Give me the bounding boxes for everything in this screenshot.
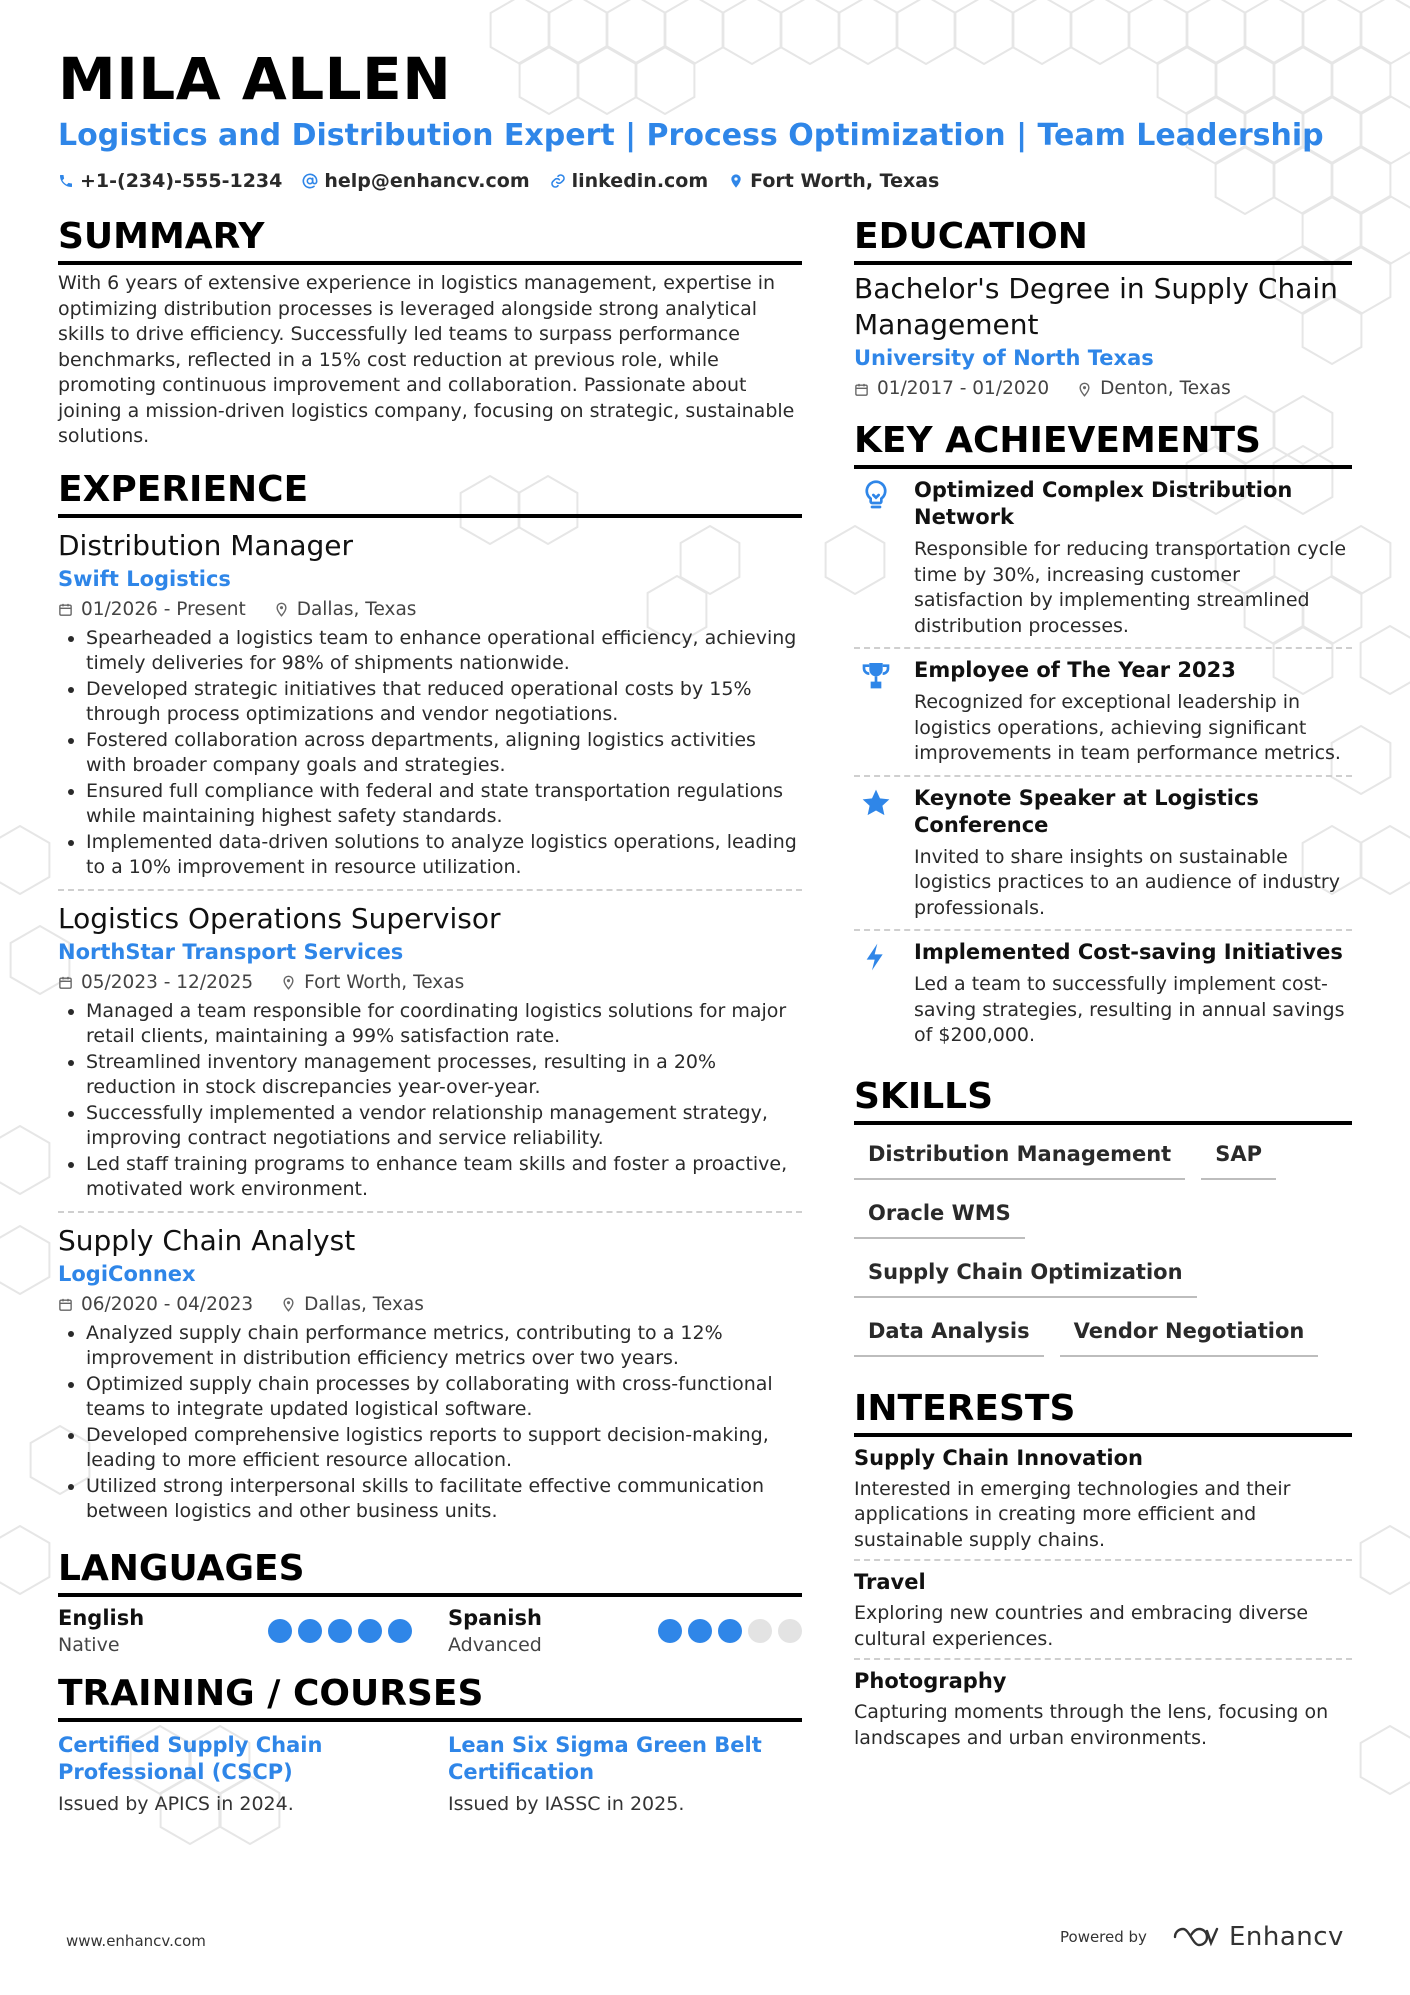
job-title: Distribution Manager — [58, 528, 353, 562]
company-name: Swift Logistics — [58, 566, 231, 591]
job-bullet: • Developed strategic initiatives that reduced operational costs by 15% through process optimizations and vendor negotiations. — [86, 677, 802, 728]
achievement-title: Employee of The Year 2023 — [914, 658, 1236, 682]
enhancv-logo[interactable] — [1173, 1922, 1344, 1952]
training-item — [448, 1732, 802, 1818]
contact-email[interactable] — [302, 168, 529, 194]
job-bullet: • Developed comprehensive logistics reports to support decision-making, leading to more efficient resource allocation. — [86, 1423, 802, 1474]
linkedin-text: linkedin.com — [571, 170, 709, 192]
summary-section — [58, 215, 802, 450]
map-pin-icon — [1077, 382, 1092, 397]
company-name: LogiConnex — [58, 1261, 196, 1286]
job-location — [281, 1291, 424, 1319]
job-title: Supply Chain Analyst — [58, 1223, 356, 1257]
rating-dot-filled — [688, 1619, 712, 1643]
job-meta — [58, 969, 802, 997]
language-rating — [268, 1619, 412, 1643]
achievements-heading: KEY ACHIEVEMENTS — [854, 419, 1352, 469]
interest-item — [854, 1561, 1352, 1660]
summary-heading: SUMMARY — [58, 215, 802, 265]
job-bullet: • Successfully implemented a vendor relationship management strategy, improving contract negotiations and service reliability. — [86, 1101, 802, 1152]
degree-title: Bachelor's Degree in Supply Chain Management — [854, 272, 1338, 341]
achievement-item — [854, 469, 1352, 649]
job-dates-text: 01/2026 - Present — [81, 598, 246, 620]
rating-dot-empty — [748, 1619, 772, 1643]
education-location — [1077, 375, 1231, 403]
education-meta — [854, 375, 1352, 403]
skill-tag: Data Analysis — [854, 1308, 1044, 1357]
footer-website[interactable]: www.enhancv.com — [66, 1932, 206, 1950]
experience-heading: EXPERIENCE — [58, 468, 802, 518]
interests-section — [854, 1387, 1352, 1758]
training-section — [58, 1672, 802, 1818]
education-dates — [854, 375, 1049, 403]
contact-location — [728, 168, 939, 194]
languages-list — [58, 1597, 802, 1658]
calendar-icon — [58, 1297, 73, 1312]
achievement-item — [854, 931, 1352, 1057]
email-text: help@enhancv.com — [324, 170, 530, 192]
language-item — [58, 1605, 412, 1658]
language-name: English — [58, 1605, 145, 1630]
location-text: Fort Worth, Texas — [750, 170, 940, 192]
rating-dot-filled — [268, 1619, 292, 1643]
education-section — [854, 215, 1352, 403]
job-bullet: • Fostered collaboration across departments, aligning logistics activities with broader company goals and strategies. — [86, 728, 802, 779]
job-location-text: Dallas, Texas — [304, 1293, 424, 1315]
school-name: University of North Texas — [854, 346, 1154, 370]
calendar-icon — [58, 602, 73, 617]
training-list — [58, 1722, 802, 1818]
calendar-icon — [58, 975, 73, 990]
phone-icon — [58, 173, 74, 189]
at-sign-icon — [302, 173, 318, 189]
map-pin-icon — [274, 602, 289, 617]
skill-tag: Supply Chain Optimization — [854, 1249, 1197, 1298]
trophy-icon — [854, 657, 898, 767]
contact-linkedin[interactable] — [550, 168, 709, 194]
skill-tag: Oracle WMS — [854, 1190, 1025, 1239]
interest-description: Exploring new countries and embracing diverse cultural experiences. — [854, 1602, 1309, 1650]
contact-bar — [58, 168, 939, 194]
achievement-item — [854, 777, 1352, 932]
achievement-title: Implemented Cost-saving Initiatives — [914, 940, 1343, 964]
job-meta — [58, 1291, 802, 1319]
candidate-name: MILA ALLEN — [58, 45, 452, 113]
job-entry — [58, 518, 802, 891]
education-location-text: Denton, Texas — [1100, 378, 1231, 399]
lightning-icon — [854, 939, 898, 1049]
rating-dot-filled — [328, 1619, 352, 1643]
training-title: Certified Supply Chain Professional (CSCP) — [58, 1732, 323, 1784]
skills-section — [854, 1075, 1352, 1367]
skill-tag: Distribution Management — [854, 1131, 1185, 1180]
interest-description: Capturing moments through the lens, focusing on landscapes and urban environments. — [854, 1701, 1329, 1749]
job-bullet: • Streamlined inventory management processes, resulting in a 20% reduction in stock discrepancies year-over-year. — [86, 1050, 802, 1101]
language-rating — [658, 1619, 802, 1643]
education-dates-text: 01/2017 - 01/2020 — [877, 378, 1050, 399]
achievement-title: Keynote Speaker at Logistics Conference — [914, 785, 1259, 837]
footer-branding — [1060, 1922, 1344, 1952]
job-dates — [58, 969, 253, 997]
lightbulb-icon — [854, 477, 898, 639]
achievement-description: Led a team to successfully implement cost-saving strategies, resulting in annual savings of $200,000. — [914, 973, 1345, 1046]
achievement-description: Recognized for exceptional leadership in logistics operations, achieving significant improvements in team performance metrics. — [914, 691, 1341, 764]
job-bullets — [58, 999, 802, 1203]
training-item — [58, 1732, 412, 1818]
rating-dot-filled — [718, 1619, 742, 1643]
job-dates — [58, 1291, 253, 1319]
job-bullet: • Analyzed supply chain performance metrics, contributing to a 12% improvement in distribution efficiency metrics over two years. — [86, 1321, 802, 1372]
language-item — [448, 1605, 802, 1658]
job-bullet: • Managed a team responsible for coordinating logistics solutions for major retail clients, maintaining a 99% satisfaction rate. — [86, 999, 802, 1050]
rating-dot-filled — [358, 1619, 382, 1643]
job-bullet: • Utilized strong interpersonal skills to facilitate effective communication between logistics and other business units. — [86, 1474, 802, 1525]
education-heading: EDUCATION — [854, 215, 1352, 265]
interest-title: Photography — [854, 1669, 1007, 1693]
map-pin-icon — [728, 173, 744, 189]
languages-heading: LANGUAGES — [58, 1547, 802, 1597]
enhancv-logo-icon — [1173, 1925, 1219, 1949]
training-title: Lean Six Sigma Green Belt Certification — [448, 1732, 762, 1784]
contact-phone[interactable] — [58, 168, 282, 194]
candidate-tagline: Logistics and Distribution Expert | Process Optimization | Team Leadership — [58, 118, 1324, 153]
skill-tag: Vendor Negotiation — [1060, 1308, 1319, 1357]
achievement-description: Invited to share insights on sustainable logistics practices to an audience of industry professionals. — [914, 845, 1340, 919]
training-issuer: Issued by APICS in 2024. — [58, 1792, 294, 1815]
powered-by-text: Powered by — [1060, 1928, 1147, 1946]
achievement-description: Responsible for reducing transportation cycle time by 30%, increasing customer satisfaction by implementing streamlined distribution processes. — [914, 538, 1347, 637]
company-name: NorthStar Transport Services — [58, 939, 404, 964]
job-bullet: • Ensured full compliance with federal and state transportation regulations while maintaining highest safety standards. — [86, 779, 802, 830]
job-meta — [58, 596, 802, 624]
right-column — [854, 215, 1352, 1771]
job-title: Logistics Operations Supervisor — [58, 901, 501, 935]
achievement-item — [854, 649, 1352, 777]
language-name: Spanish — [448, 1605, 542, 1630]
languages-section — [58, 1547, 802, 1658]
language-level: Advanced — [448, 1633, 542, 1656]
rating-dot-empty — [778, 1619, 802, 1643]
achievement-title: Optimized Complex Distribution Network — [914, 478, 1293, 529]
job-location-text: Fort Worth, Texas — [304, 971, 465, 993]
calendar-icon — [854, 382, 869, 397]
job-dates — [58, 596, 246, 624]
training-issuer: Issued by IASSC in 2025. — [448, 1792, 685, 1815]
training-heading: TRAINING / COURSES — [58, 1672, 802, 1722]
job-dates-text: 06/2020 - 04/2023 — [81, 1293, 254, 1315]
experience-section — [58, 468, 802, 1533]
job-dates-text: 05/2023 - 12/2025 — [81, 971, 254, 993]
job-bullet: • Spearheaded a logistics team to enhance operational efficiency, achieving timely deliveries for 98% of shipments nationwide. — [86, 626, 802, 677]
job-entry — [58, 891, 802, 1213]
job-bullet: • Optimized supply chain processes by collaborating with cross-functional teams to integrate updated logistical software. — [86, 1372, 802, 1423]
interest-item — [854, 1660, 1352, 1757]
interest-title: Supply Chain Innovation — [854, 1445, 1143, 1470]
brand-name: Enhancv — [1228, 1922, 1344, 1952]
job-bullets — [58, 1321, 802, 1525]
job-location — [281, 969, 464, 997]
link-icon — [550, 173, 566, 189]
rating-dot-filled — [388, 1619, 412, 1643]
phone-text: +1-(234)-555-1234 — [80, 170, 283, 192]
language-level: Native — [58, 1633, 120, 1656]
rating-dot-filled — [298, 1619, 322, 1643]
job-bullets — [58, 626, 802, 881]
job-location — [274, 596, 417, 624]
skills-heading: SKILLS — [854, 1075, 1352, 1125]
achievements-section — [854, 419, 1352, 1057]
star-icon — [854, 785, 898, 922]
map-pin-icon — [281, 1297, 296, 1312]
job-bullet: • Implemented data-driven solutions to analyze logistics operations, leading to a 10% improvement in resource utilization. — [86, 830, 802, 881]
interest-description: Interested in emerging technologies and their applications in creating more efficient and sustainable supply chains. — [854, 1477, 1291, 1551]
interests-heading: INTERESTS — [854, 1387, 1352, 1437]
summary-text: With 6 years of extensive experience in logistics management, expertise in optimizing distribution processes is leveraged alongside strong analytical skills to drive efficiency. Successfully led teams to surpass performance benchmarks, reflected in a 15% cost reduction at previous role, while promoting continuous improvement and collaboration. Passionate about joining a mission-driven logistics company, focusing on strategic, sustainable solutions. — [58, 272, 795, 447]
map-pin-icon — [281, 975, 296, 990]
job-entry — [58, 1213, 802, 1533]
rating-dot-filled — [658, 1619, 682, 1643]
skill-tag: SAP — [1201, 1131, 1276, 1180]
interest-title: Travel — [854, 1570, 926, 1594]
job-location-text: Dallas, Texas — [296, 598, 417, 620]
left-column — [58, 215, 802, 1832]
job-bullet: • Led staff training programs to enhance team skills and foster a proactive, motivated work environment. — [86, 1152, 802, 1203]
interest-item — [854, 1437, 1352, 1562]
skills-list — [854, 1125, 1352, 1367]
